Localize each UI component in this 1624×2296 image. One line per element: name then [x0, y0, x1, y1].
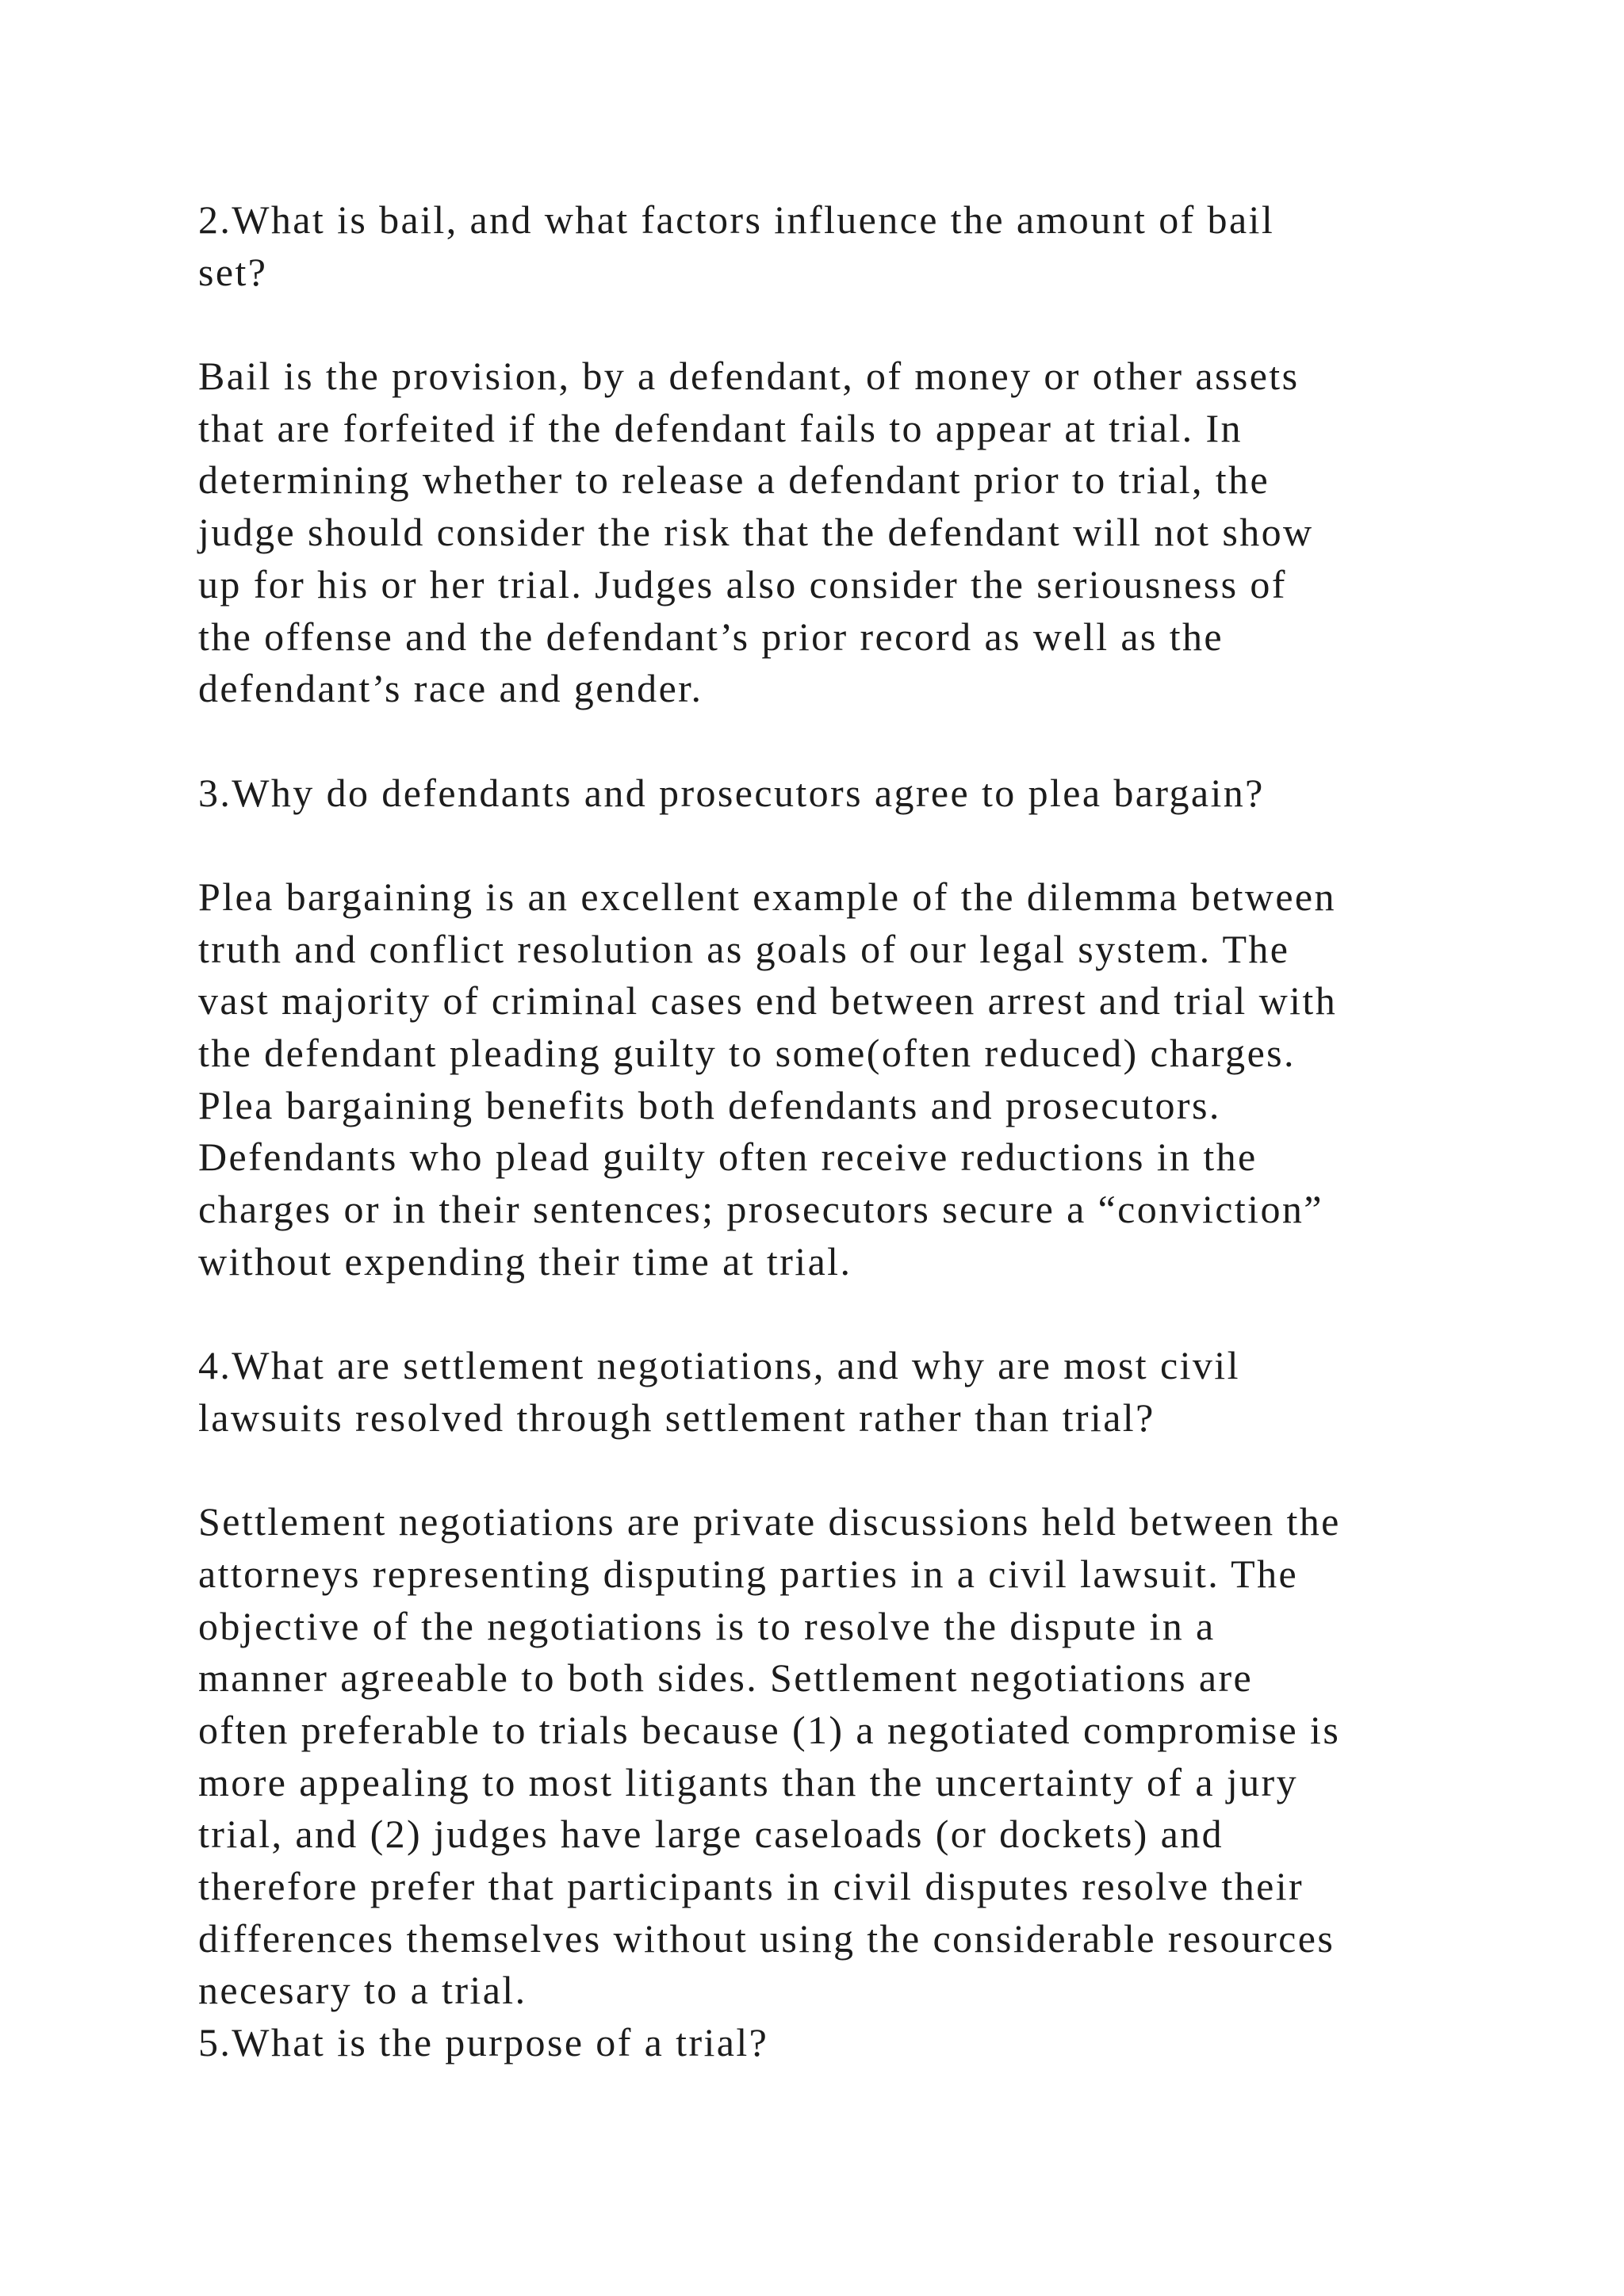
answer-3-line-5: Plea bargaining benefits both defendants and prosecutors.	[198, 1082, 1221, 1127]
answer-4-line-7: trial, and (2) judges have large caseloads (or dockets) and	[198, 1812, 1224, 1857]
answer-2-line-4: judge should consider the risk that the defendant will not show	[198, 510, 1314, 555]
answer-3-line-8: without expending their time at trial.	[198, 1238, 852, 1284]
blank-line	[198, 819, 1483, 871]
question-3-line-1: 3.Why do defendants and prosecutors agree to plea bargain?	[198, 770, 1265, 815]
question-5-line-1: 5.What is the purpose of a trial?	[198, 2020, 769, 2065]
blank-line	[198, 1288, 1483, 1340]
question-2-line-1: 2.What is bail, and what factors influence the amount of bail	[198, 197, 1275, 242]
answer-3-line-1: Plea bargaining is an excellent example of the dilemma between	[198, 874, 1336, 919]
answer-2-line-5: up for his or her trial. Judges also consider the seriousness of	[198, 561, 1287, 607]
answer-3-line-4: the defendant pleading guilty to some(often reduced) charges.	[198, 1031, 1296, 1075]
answer-3-line-2: truth and conflict resolution as goals of our legal system. The	[198, 926, 1290, 971]
answer-4-line-2: attorneys representing disputing parties in a civil lawsuit. The	[198, 1551, 1299, 1596]
answer-4-line-6: more appealing to most litigants than the uncertainty of a jury	[198, 1759, 1298, 1804]
answer-4-line-5: often preferable to trials because (1) a negotiated compromise is	[198, 1707, 1341, 1752]
document-body	[198, 194, 1483, 2069]
blank-line	[198, 1445, 1483, 1497]
answer-4-line-1: Settlement negotiations are private discussions held between the	[198, 1499, 1341, 1544]
answer-2-line-2: that are forfeited if the defendant fails to appear at trial. In	[198, 405, 1243, 450]
answer-3-line-3: vast majority of criminal cases end between arrest and trial with	[198, 978, 1338, 1024]
answer-4-line-8: therefore prefer that participants in civil disputes resolve their	[198, 1864, 1304, 1908]
answer-4-line-9: differences themselves without using the considerable resources	[198, 1915, 1335, 1961]
question-4-line-2: lawsuits resolved through settlement rather than trial?	[198, 1395, 1155, 1440]
question-2-line-2: set?	[198, 249, 268, 294]
question-4-line-1: 4.What are settlement negotiations, and why are most civil	[198, 1343, 1240, 1388]
answer-2-line-3: determining whether to release a defendant prior to trial, the	[198, 457, 1270, 503]
answer-4-line-3: objective of the negotiations is to resolve the dispute in a	[198, 1603, 1216, 1648]
answer-2-line-7: defendant’s race and gender.	[198, 666, 703, 711]
answer-2-line-6: the offense and the defendant’s prior record as well as the	[198, 614, 1224, 659]
blank-line	[198, 715, 1483, 767]
answer-3-line-7: charges or in their sentences; prosecutors secure a “conviction”	[198, 1187, 1323, 1232]
answer-2-line-1: Bail is the provision, by a defendant, of money or other assets	[198, 354, 1300, 399]
blank-line	[198, 298, 1483, 350]
answer-4-line-10: necesary to a trial.	[198, 1968, 527, 2013]
answer-3-line-6: Defendants who plead guilty often receive reductions in the	[198, 1135, 1258, 1180]
answer-4-line-4: manner agreeable to both sides. Settlement negotiations are	[198, 1655, 1254, 1701]
